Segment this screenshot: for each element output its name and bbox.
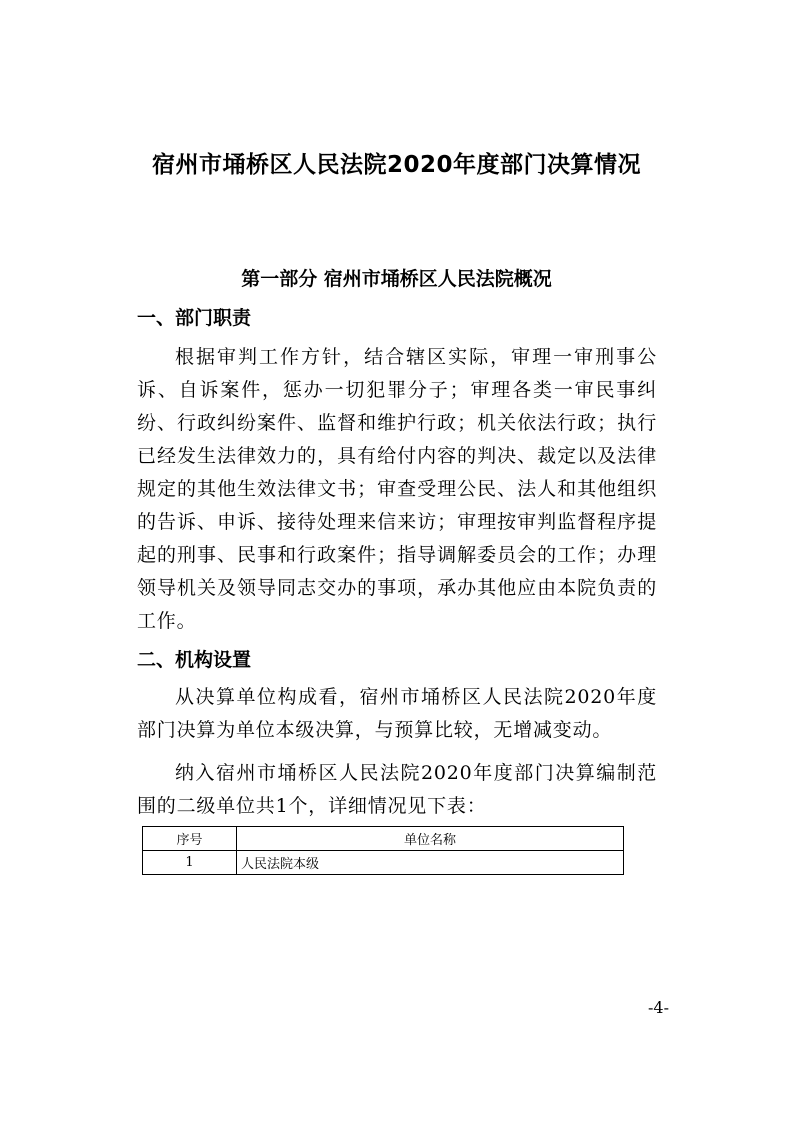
duties-paragraph: 根据审判工作方针，结合辖区实际，审理一审刑事公诉、自诉案件，惩办一切犯罪分子；审理各类一审民事纠纷、行政纠纷案件、监督和维护行政；机关依法行政；执行已经发生法律效力的，具有给付内容的判决、裁定以及法律规定的其他生效法律文书；审查受理公民、法人和其他组织的告诉、申诉、接待处理来信来访；审理按审判监督程序提起的刑事、民事和行政案件；指导调解委员会的工作；办理领导机关及领导同志交办的事项，承办其他应由本院负责的工作。 [137, 346, 657, 632]
table-row [143, 851, 624, 875]
table-header-row [143, 827, 624, 851]
organization-paragraph-1: 从决算单位构成看，宿州市埇桥区人民法院2020年度部门决算为单位本级决算，与预算比较，无增减变动。 [137, 686, 657, 741]
document-title: 宿州市埇桥区人民法院2020年度部门决算情况 [151, 152, 641, 178]
section-heading-duties: 一、部门职责 [137, 307, 252, 329]
header-serial-number: 序号 [143, 827, 237, 851]
header-unit-name: 单位名称 [237, 827, 624, 851]
cell-unit-name: 人民法院本级 [237, 851, 624, 875]
part-title: 第一部分 宿州市埇桥区人民法院概况 [241, 268, 552, 290]
units-table [142, 826, 624, 875]
section-heading-organization: 二、机构设置 [137, 649, 252, 671]
organization-paragraph-2: 纳入宿州市埇桥区人民法院2020年度部门决算编制范围的二级单位共1个，详细情况见下表： [137, 762, 657, 817]
cell-serial-number: 1 [143, 851, 237, 875]
page-number: -4- [648, 998, 669, 1017]
